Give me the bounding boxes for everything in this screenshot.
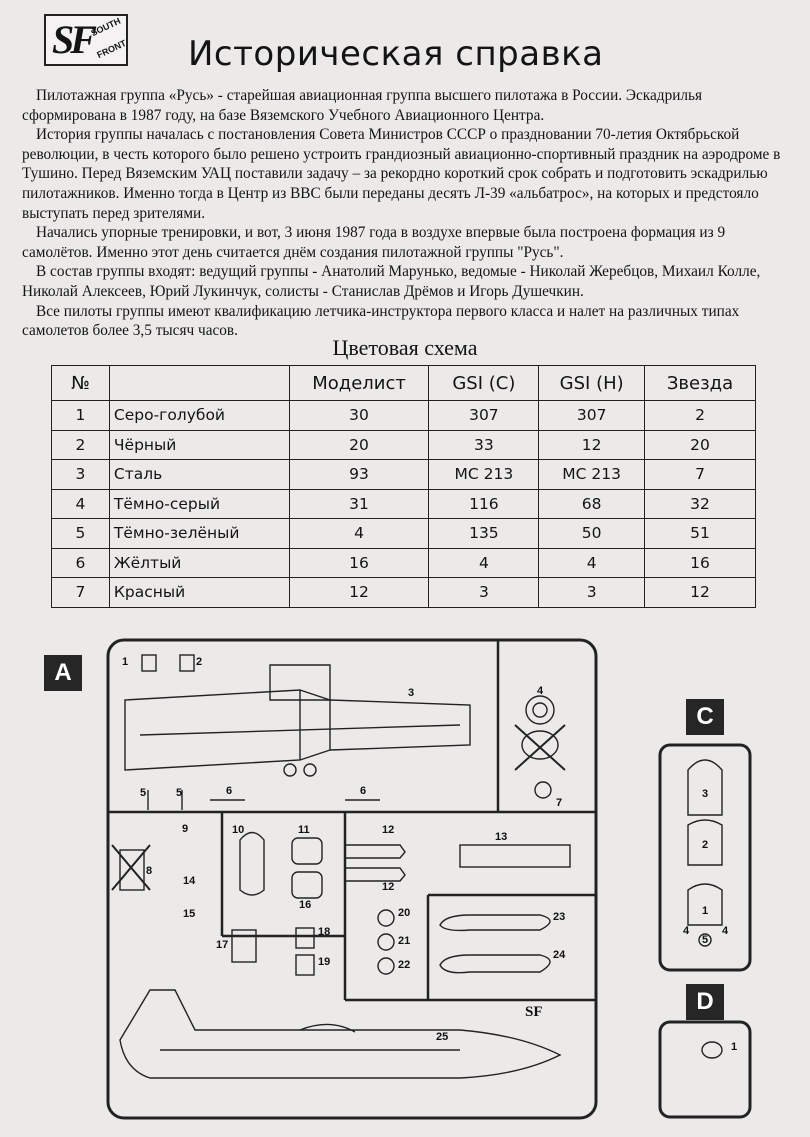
cell: 93 xyxy=(289,460,429,490)
part-19 xyxy=(296,955,314,975)
cell: Красный xyxy=(109,578,289,608)
part-label: 23 xyxy=(553,911,566,923)
part-label: 18 xyxy=(318,926,331,938)
part-label: 6 xyxy=(226,785,233,797)
cell: Тёмно-серый xyxy=(109,489,289,519)
part-label: 2 xyxy=(196,656,203,668)
paragraph: Все пилоты группы имеют квалификацию летчика-инструктора первого класса и налет на различных типах самолетов более 3,5 тысяч часов. xyxy=(22,302,740,340)
cell: 51 xyxy=(645,519,756,549)
part-label: 16 xyxy=(299,899,312,911)
color-scheme-table xyxy=(51,365,756,608)
cell: 4 xyxy=(539,548,645,578)
part-label: 19 xyxy=(318,956,331,968)
part-label: 12 xyxy=(382,824,395,836)
south-front-logo xyxy=(44,14,128,66)
color-scheme-title: Цветовая схема xyxy=(332,335,478,360)
part-label: 1 xyxy=(731,1041,738,1053)
history-text xyxy=(22,86,790,341)
table-row xyxy=(52,401,756,431)
part-label: 25 xyxy=(436,1031,449,1043)
sprue-d-label: D xyxy=(686,984,724,1020)
cell: 12 xyxy=(539,430,645,460)
cell: 68 xyxy=(539,489,645,519)
part-label: 21 xyxy=(398,935,411,947)
cell: Чёрный xyxy=(109,430,289,460)
part-12-a xyxy=(345,845,405,858)
part-label: 17 xyxy=(216,939,229,951)
cell: 307 xyxy=(429,401,539,431)
part-label: 15 xyxy=(183,908,196,920)
logo-letters: SF xyxy=(52,17,93,62)
part-label: 3 xyxy=(702,788,709,800)
cell: 116 xyxy=(429,489,539,519)
cell: 4 xyxy=(52,489,110,519)
part-number-labels xyxy=(122,656,737,1053)
part-20 xyxy=(378,910,394,926)
part-label: 10 xyxy=(232,824,245,836)
header-gsi-c: GSI (C) xyxy=(429,366,539,401)
sprue-c-label: C xyxy=(686,699,724,735)
cell: 50 xyxy=(539,519,645,549)
part-label: 6 xyxy=(360,785,367,797)
cell: 16 xyxy=(645,548,756,578)
part-label: 12 xyxy=(382,881,395,893)
table-row xyxy=(52,519,756,549)
cell: 16 xyxy=(289,548,429,578)
part-label: 24 xyxy=(553,949,566,961)
cell: 12 xyxy=(289,578,429,608)
cell: MC 213 xyxy=(539,460,645,490)
part-22 xyxy=(378,958,394,974)
header-name xyxy=(109,366,289,401)
part-label: 13 xyxy=(495,831,508,843)
sprue-a-label: A xyxy=(44,655,82,691)
cell: 3 xyxy=(429,578,539,608)
cell: 20 xyxy=(289,430,429,460)
cell: Жёлтый xyxy=(109,548,289,578)
part-label: 20 xyxy=(398,907,411,919)
part-label: 5 xyxy=(140,787,147,799)
table-row xyxy=(52,430,756,460)
part-16 xyxy=(292,872,322,898)
part-4-wheel xyxy=(526,696,554,724)
part-label: 9 xyxy=(182,823,189,835)
part-24-tank xyxy=(440,955,550,973)
part-21 xyxy=(378,934,394,950)
sprue-d-frame xyxy=(660,1022,750,1117)
paragraph: В состав группы входят: ведущий группы - Анатолий Марунько, ведомые - Николай Жеребцов, Михаил Колле, Николай Алексеев, Юрий Лукинчук, солисты - Станислав Дрёмов и Игорь Душечкин. xyxy=(22,263,761,300)
cell: 12 xyxy=(645,578,756,608)
part-label: 1 xyxy=(702,905,709,917)
part-12-b xyxy=(345,868,405,881)
part-label: 4 xyxy=(722,925,729,937)
cell: 3 xyxy=(539,578,645,608)
part-23-tank xyxy=(440,915,550,930)
part-7 xyxy=(535,782,551,798)
part-label: 4 xyxy=(537,685,544,697)
paragraph: Начались упорные тренировки, и вот, 3 июня 1987 года в воздухе впервые была построена формация из 9 самолётов. Именно этот день считается днём создания пилотажной группы "Русь". xyxy=(22,224,726,261)
cell: 135 xyxy=(429,519,539,549)
cell: 7 xyxy=(645,460,756,490)
header-gsi-h: GSI (H) xyxy=(539,366,645,401)
cell: 4 xyxy=(289,519,429,549)
sprue-a-frame xyxy=(108,640,596,1118)
cell: 1 xyxy=(52,401,110,431)
cell: 307 xyxy=(539,401,645,431)
logo-word-south: SOUTH xyxy=(89,15,123,39)
logo-word-front: FRONT xyxy=(95,37,128,61)
header-number: № xyxy=(52,366,110,401)
part-4-hub xyxy=(533,703,547,717)
cell: 7 xyxy=(52,578,110,608)
sprue-a-mark: SF xyxy=(525,1004,543,1020)
part-2 xyxy=(180,655,194,671)
table-header-row xyxy=(52,366,756,401)
part-label: 5 xyxy=(176,787,183,799)
part-11 xyxy=(292,838,322,864)
part-10-cockpit xyxy=(240,833,264,896)
table-row xyxy=(52,548,756,578)
paragraph: История группы началась с постановления Совета Министров СССР о праздновании 70-летия Октябрьской революции, в честь которого было решено устроить грандиозный авиационно-спортивный праздник на аэродроме в Тушино. Перед Вяземским УАЦ поставили задачу – за рекордно короткий срок собрать и подготовить эскадрилью пилотажников. Именно тогда в Центр из ВВС были переданы десять Л-39 «альбатрос», на которых и предстояло выступать перед зрителями. xyxy=(22,126,781,222)
part-1 xyxy=(142,655,156,671)
table-row xyxy=(52,460,756,490)
cell: Серо-голубой xyxy=(109,401,289,431)
table-row xyxy=(52,489,756,519)
cell: 2 xyxy=(52,430,110,460)
cell: Тёмно-зелёный xyxy=(109,519,289,549)
part-label: 11 xyxy=(298,824,310,836)
cell: 6 xyxy=(52,548,110,578)
sprue-diagram xyxy=(0,620,810,1137)
table-row xyxy=(52,578,756,608)
wing-part xyxy=(125,665,470,776)
cell: 4 xyxy=(429,548,539,578)
cell: 5 xyxy=(52,519,110,549)
paragraph: Пилотажная группа «Русь» - старейшая авиационная группа высшего пилотажа в России. Эскадрилья сформирована в 1987 году, на базе Вяземского Учебного Авиационного Центра. xyxy=(22,87,703,124)
cell: 33 xyxy=(429,430,539,460)
cell: 2 xyxy=(645,401,756,431)
header-zvezda: Звезда xyxy=(645,366,756,401)
part-label: 3 xyxy=(408,687,415,699)
header-modelist: Моделист xyxy=(289,366,429,401)
part-label: 7 xyxy=(556,797,563,809)
page-title: Историческая справка xyxy=(188,34,604,74)
cell: Сталь xyxy=(109,460,289,490)
cell: 31 xyxy=(289,489,429,519)
crossed-out-part xyxy=(515,725,565,770)
part-label: 5 xyxy=(702,934,709,946)
cell: 30 xyxy=(289,401,429,431)
part-25-fuselage xyxy=(120,990,560,1078)
part-13-engine xyxy=(460,845,570,867)
cell: 32 xyxy=(645,489,756,519)
part-18 xyxy=(296,928,314,948)
part-label: 4 xyxy=(683,925,690,937)
cell: MC 213 xyxy=(429,460,539,490)
crossed-part-8 xyxy=(112,845,153,890)
part-label: 2 xyxy=(702,839,709,851)
part-label: 8 xyxy=(146,865,153,877)
part-label: 14 xyxy=(183,875,196,887)
cell: 3 xyxy=(52,460,110,490)
cell: 20 xyxy=(645,430,756,460)
part-label: 22 xyxy=(398,959,411,971)
part-label: 1 xyxy=(122,656,129,668)
